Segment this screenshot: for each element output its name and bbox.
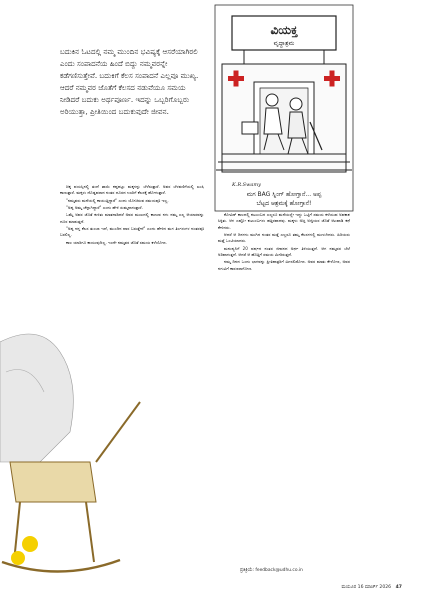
rocking-chair-illustration xyxy=(0,312,150,600)
column-paragraph: ಮನುಷ್ಯನಿಗೆ 20 ವರ್ಷದ ನಂತರ ಜೀವನದ ಅರ್ಥ ತಿಳಿಯುತ್ತದೆ. ಆಗ ನಮ್ಮವರ ಬೆಲೆ ಅರಿವಾಗುತ್ತದೆ. ಆದರೆ ಆ ಹೊತ್ತಿಗೆ ಸಮಯ ಮೀರಿರುತ್ತದೆ. xyxy=(218,245,350,258)
publication-info: ಮಯೂರ 16 ಮಾರ್ಚ್ 2026 xyxy=(341,585,392,590)
column-paragraph: ಒಮ್ಮೆ ಅವರ ಜೊತೆ ಕುಳಿತು ಮಾತನಾಡಿದರೆ ಅವರ ಮುಖದಲ್ಲಿ ಕಾಣುವ ನಗು ನಮ್ಮ ಎಲ್ಲ ಆಯಾಸವನ್ನು ದೂರ ಮಾಡುತ್ತದೆ. xyxy=(60,212,204,224)
column-paragraph: ಚಿಕ್ಕ ವಯಸ್ಸಿನಲ್ಲಿ ತಂದೆ ತಾಯಿ ಕಷ್ಟಪಟ್ಟು ಮಕ್ಕಳನ್ನು ಬೆಳೆಸುತ್ತಾರೆ. ಅವರ ಬೆಳವಣಿಗೆಯಲ್ಲಿ ಖುಷಿ ಕಾಣುತ್ತಾರೆ. ಮಕ್ಕಳು ದೊಡ್ಡವರಾದ ನಂತರ ದೂರದ ಊರಿಗೆ ಕೆಲಸಕ್ಕೆ ಹೋಗುತ್ತಾರೆ. xyxy=(60,184,204,196)
page-footer xyxy=(342,584,402,590)
column-paragraph: ಆದರೆ ಆ ದಿನಗಳು ಮುಗಿದ ನಂತರ ಮತ್ತೆ ಎಲ್ಲರೂ ತಮ್ಮ ಕೆಲಸಗಳಲ್ಲಿ ಮುಳುಗಿದರು. ಹಿರಿಯರು ಮತ್ತೆ ಒಂಟಿಯಾದರು. xyxy=(218,232,350,244)
column-paragraph: ಕಾಲ ಯಾರಿಗೂ ಕಾಯುವುದಿಲ್ಲ. ಇಂದೇ ನಮ್ಮವರ ಜೊತೆ ಸಮಯ ಕಳೆಯೋಣ. xyxy=(66,239,168,245)
column-paragraph: "ಅಪ್ಪ ಅಮ್ಮ ಚೆನ್ನಾಗಿದ್ದಾರೆ" ಎಂದು ಹೇಳಿ ಸುಮ್ಮನಾಗುತ್ತಾರೆ. xyxy=(66,205,143,211)
cartoon-sign-sub: ವೃದ್ಧಾಶ್ರಮ xyxy=(273,40,295,47)
column-paragraph: ನಮ್ಮ ದಿನದ ಒಂದು ಭಾಗವನ್ನು ಪ್ರೀತಿಪಾತ್ರರಿಗೆ ಮೀಸಲಿಡೋಣ. ಅವರ ಮಾತು ಕೇಳೋಣ, ಅವರ ನಗುವಿಗೆ ಕಾರಣರಾಗೋಣ. xyxy=(218,259,350,271)
column-paragraph: "ಅಪ್ಪ ನನ್ನ ಕೆಲಸ ತುಂಬಾ ಇದೆ, ಮುಂದಿನ ವಾರ ಬರುತ್ತೇನೆ" ಎಂದು ಹೇಳಿದ ಮಗ ತಿಂಗಳುಗಳ ನಂತರವೂ ಬರಲಿಲ್ಲ. xyxy=(60,226,204,238)
article-column-right xyxy=(218,212,350,273)
cartoon-caption-line2: ಬೆಟ್ಟದ ಆಶ್ರಮಕ್ಕೆ ಹೋಗ್ತಾನೆ! xyxy=(256,200,312,207)
column-paragraph: ಕೋವಿಡ್ ಕಾಲದಲ್ಲಿ ಕುಟುಂಬದ ಎಲ್ಲರೂ ಮನೆಯಲ್ಲೇ ಇದ್ದು ಒಟ್ಟಿಗೆ ಸಮಯ ಕಳೆಯುವ ಅವಕಾಶ ಸಿಕ್ಕಿತು. ಆಗ ಎಷ್ಟೋ ಕುಟುಂಬಗಳು ಹತ್ತಿರವಾದವು. ಮಕ್ಕಳು ಅಜ್ಜ ಅಜ್ಜಿಯರ ಜೊತೆ ಆಟವಾಡಿ ಕಥೆ ಕೇಳಿದರು. xyxy=(218,212,350,230)
cartoon-sign-main: ವಿಯಕ್ತ xyxy=(270,23,298,37)
cartoon-artist-signature: K.R.Swamy xyxy=(232,182,261,188)
intro-paragraph: ಬದುಕಿನ ಓಟದಲ್ಲಿ ನಮ್ಮ ಮುಂದಿನ ಭವಿಷ್ಯಕ್ಕೆ ಆಸರೆಯಾಗಿರಲಿ ಎಂದು ಸಂಪಾದನೆಯ ಹಿಂದೆ ಬಿದ್ದು ನಮ್ಮವರನ್ನೇ ಕಡೆಗಣಿಸುತ್ತೇವೆ. ಬದುಕಿಗೆ ಕೆಲಸ ಸಂಪಾದನೆ ಎಲ್ಲವೂ ಮುಖ್ಯ. ಆದರೆ ನಮ್ಮವರ ಜೊತೆಗೆ ಕೆಲಸದ ನಡುವೆಯೂ ಸಮಯ ನೀಡಿದರೆ ಬದುಕು ಅರ್ಥಪೂರ್ಣ. ಇದನ್ನು ಒಬ್ಬರಿಗೊಬ್ಬರು ಅರಿಯುತ್ತಾ, ಪ್ರೀತಿಯಿಂದ ಬದುಕುವುದೇ ಜೀವನ. xyxy=(60,47,199,116)
page-number: 47 xyxy=(395,585,402,590)
cartoon-caption-line1: ಮಗ BAG ಸ್ನಿಂಗ್ ಹೋಗ್ತಾನೆ... ಅಪ್ಪ xyxy=(246,191,322,198)
column-paragraph: "ನಮ್ಮವರು ಮನೆಯಲ್ಲಿ ಕಾಯುತ್ತಿದ್ದಾರೆ" ಎಂದು ಯೋಚಿಸುವ ಸಮಯವೂ ಇಲ್ಲ. xyxy=(66,197,169,203)
cartoon-illustration xyxy=(214,4,354,212)
feedback-note: ಪ್ರತಿಕ್ರಿಯೆ: feedback@udhu.co.in xyxy=(240,568,303,573)
article-column-left xyxy=(60,184,204,247)
